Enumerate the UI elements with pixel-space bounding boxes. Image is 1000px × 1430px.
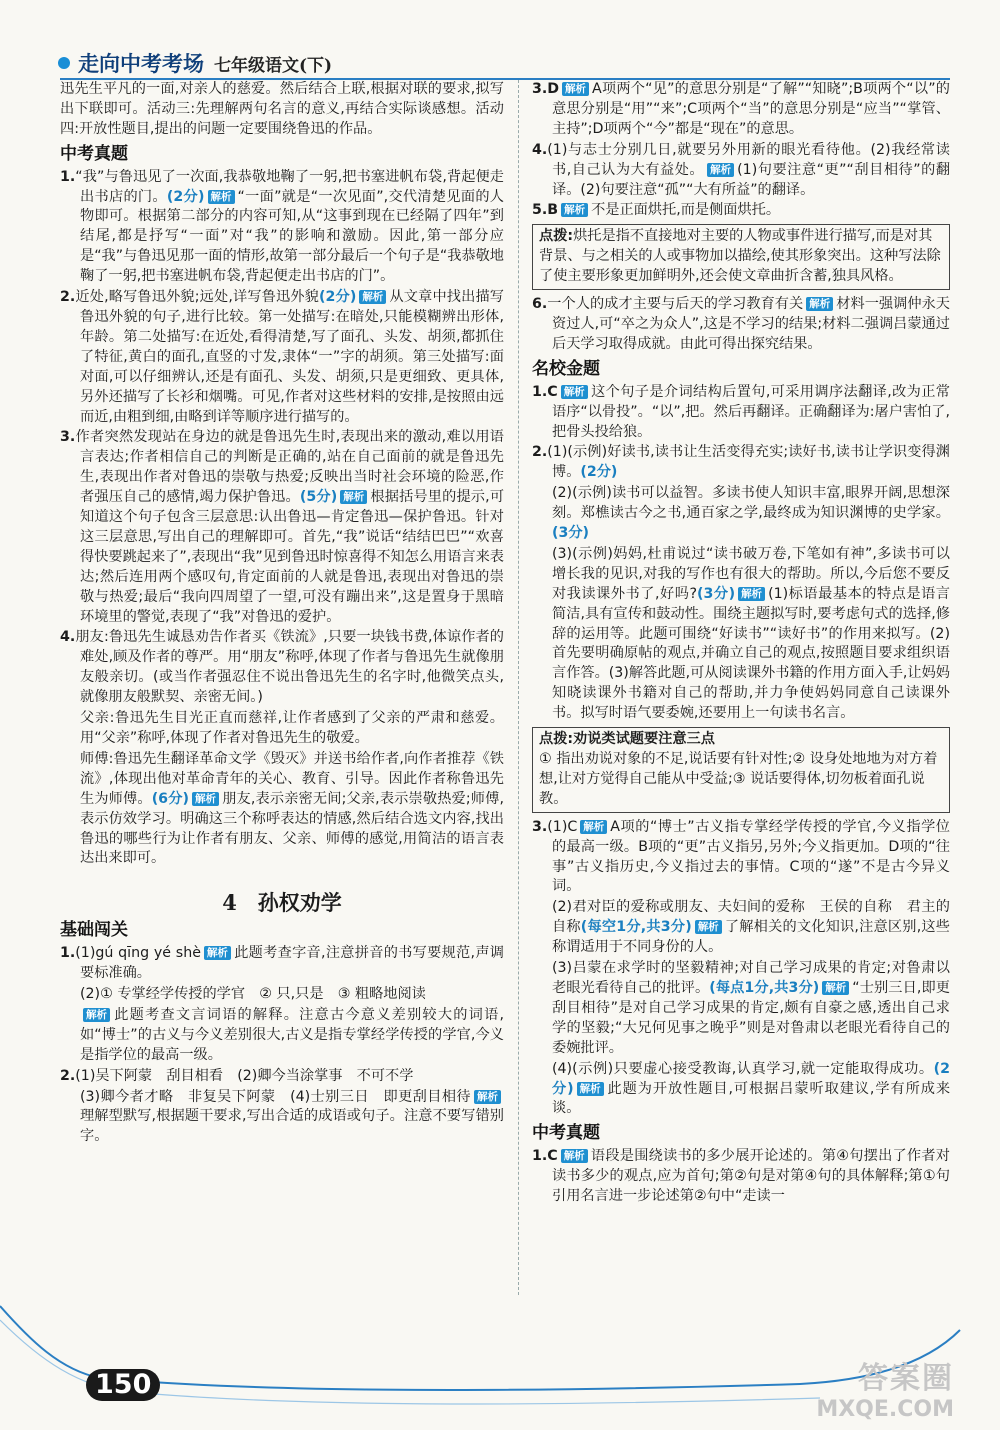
answer-item: 1.C 解析 这个句子是介词结构后置句,可采用调序法翻译,改为正常语序“以骨投”。“以”,把。然后再翻译。正确翻译为:屠户害怕了,把骨头投给狼。 <box>532 383 950 440</box>
answer-item: 2.(1)(示例)好读书,读书让生活变得充实;读好书,读书让学识变得渊博。(2分) <box>532 444 950 481</box>
explain-tag-icon: 解析 <box>806 297 833 311</box>
tip-box <box>532 224 950 290</box>
page-number: 150 <box>86 1369 160 1401</box>
watermark-logo: 答案圈 <box>858 1361 954 1396</box>
watermark <box>816 1353 954 1422</box>
answer-item: 3.D 解析 A项两个“见”的意思分别是“了解”“知晓”;B项两个“以”的意思分别是“用”“来”;C项两个“当”的意思分别是“应当”“掌管、主持”;D项两个“今”都是“现在”的意思。 <box>532 81 950 137</box>
explain-tag-icon: 解析 <box>192 792 219 806</box>
answer-item: 3.(1)C 解析 A项的“博士”古义指专掌经学传授的学官,今义指学位的最高一级。B项的“更”古义指另,另外;今义指更加。D项的“往事”古义指历史,今义指过去的事情。C项的“遂”不是古今异义词。 <box>532 818 950 895</box>
answer-item: 1.C 解析 语段是围绕读书的多少展开论述的。第④句摆出了作者对读书多少的观点,应为首句;第②句是对第④句的具体解释;第①句引用名言进一步论述第②句中“走读一 <box>532 1148 950 1205</box>
answer-item-continued: (2)(示例)读书可以益智。多读书使人知识丰富,眼界开阔,思想深刻。郑樵读古今之书,通百家之学,最终成为知识渊博的史学家。(3分) <box>552 485 950 542</box>
answer-item: 4.朋友:鲁迅先生诚恳劝告作者买《铁流》,只要一块钱书费,体谅作者的难处,顾及作者的尊严。用“朋友”称呼,体现了作者与鲁迅先生就像朋友般亲切。(或当作者强忍住不说出鲁迅先生的名字时,他微笑点头,就像朋友般默契、亲密无间。) <box>60 629 504 706</box>
answer-item-continued: (4)(示例)只要虚心接受教诲,认真学习,就一定能取得成功。(2分) 解析 此题为开放性题目,可根据吕蒙听取建议,学有所成来谈。 <box>552 1060 951 1117</box>
left-column <box>60 80 504 1148</box>
tip-text: 烘托是指不直接地对主要的人物或事件进行描写,而是对其背景、与之相关的人或事物加以描绘,使其形象突出。这种写法除了使主要形象更加鲜明外,还会使文章曲折含蓄,独具风格。 <box>539 228 941 285</box>
answer-item-continued: 师傅:鲁迅先生翻译革命文学《毁灭》并送书给作者,向作者推荐《铁流》,体现出他对革命青年的关心、教育、引导。因此作者称鲁迅先生为师傅。(6分) 解析 朋友,表示亲密无间;父亲,表示崇敬热爱;师傅,表示仿效学习。明确这三个称呼表达的情感,然后结合选文内容,找出鲁迅的哪些行为让作者有朋友、父亲、师傅的感觉,用简洁的语言表达出来即可。 <box>80 750 504 867</box>
explain-tag-icon: 解析 <box>695 920 722 934</box>
watermark-url: MXQE.COM <box>816 1397 954 1422</box>
section-heading: 中考真题 <box>60 143 128 164</box>
grade-subject: 七年级语文(下) <box>214 55 333 76</box>
intro-paragraph: 迅先生平凡的一面,对亲人的慈爱。然后结合上联,根据对联的要求,拟写出下联即可。活动三:先理解两句名言的意义,再结合实际谈感想。活动四:开放性题目,提出的问题一定要围绕鲁迅的作品。 <box>60 81 504 137</box>
explain-tag-icon: 解析 <box>561 385 588 399</box>
explain-tag-icon: 解析 <box>561 203 588 217</box>
answer-item: 4.(1)与志士分别几日,就要另外用新的眼光看待他。(2)我经常读书,自己认为大有益处。 解析 (1)句要注意“更”“刮目相待”的翻译。(2)句要注意“孤”“大有所益”的翻译。 <box>532 141 951 198</box>
answer-item: 2.(1)吴下阿蒙 刮目相看 (2)卿今当涂掌事 不可不学 <box>60 1067 414 1084</box>
book-title: 走向中考考场 <box>78 51 204 76</box>
answer-item-continued: (3)卿今者才略 非复吴下阿蒙 (4)士别三日 即更刮目相待 解析理解型默写,根据题干要求,写出合适的成语或句子。注意不要写错别字。 <box>80 1088 504 1145</box>
explain-tag-icon: 解析 <box>204 946 231 960</box>
answer-item: 2.近处,略写鲁迅外貌;远处,详写鲁迅外貌(2分) 解析 从文章中找出描写鲁迅外貌的句子,进行比较。第一处描写:在暗处,只能模糊辨出形体,年龄。第二处描写:在近处,看得清楚,写了面孔、头发、胡须,都抓住了特征,黄白的面孔,直竖的寸发,隶体“一”字的胡须。第三处描写:面对面,可以仔细辨认,还是有面孔、头发、胡须,只是更细致、更具体,另外还描写了长衫和烟嘴。可见,作者对这些材料的安排,是按照由远而近,由粗到细,由略到详等顺序进行描写的。 <box>60 289 504 425</box>
answer-item: 6.一个人的成才主要与后天的学习教育有关 解析 材料一强调仲永天资过人,可“卒之为众人”,这是不学习的结果;材料二强调吕蒙通过后天学习取得成就。由此可得出探究结果。 <box>532 296 950 352</box>
answer-item: 5.B 解析 不是正面烘托,而是侧面烘托。 <box>532 202 781 219</box>
answer-item: 3.作者突然发现站在身边的就是鲁迅先生时,表现出来的激动,难以用语言表达;作者相信自己的判断是正确的,站在自己面前的就是鲁迅先生,表现出作者对鲁迅的崇敬与热爱;反映出当时社会环境的险恶,作者强压自己的感情,竭力保护鲁迅。(5分) 解析 根据括号里的提示,可知道这个句子包含三层意思:认出鲁迅—肯定鲁迅—保护鲁迅。针对这三层意思,写出自己的理解即可。首先,“我”说话“结结巴巴”“欢喜得快要跳起来了”,表现出“我”见到鲁迅时惊喜得不知怎么用语言来表达;然后连用两个感叹句,肯定面前的人就是鲁迅,表现出对鲁迅的崇敬与热爱;最后“我向四周望了一望,可没有蹦出来”,这是置身于黑暗环境里的警觉,表现了“我”对鲁迅的爱护。 <box>60 429 505 625</box>
answer-item-continued: (3)吕蒙在求学时的坚毅精神;对自己学习成果的肯定;对鲁肃以老眼光看待自己的批评。(每点1分,共3分) 解析 “士别三日,即更刮目相待”是对自己学习成果的肯定,颇有自豪之感,透出自己求学的坚毅;“大兄何见事之晚乎”则是对鲁肃以老眼光看待自己的委婉批评。 <box>552 960 950 1056</box>
tip-text: ① 指出劝说对象的不足,说话要有针对性;② 设身处地地为对方着想,让对方觉得自己能从中受益;③ 说话要得体,切勿板着面孔说教。 <box>539 751 938 807</box>
explain-tag-icon: 解析 <box>340 490 367 504</box>
tip-heading: 点拨:劝说类试题要注意三点 <box>539 731 715 748</box>
answer-item-continued: (2)君对臣的爱称或朋友、夫妇间的爱称 王侯的自称 君主的自称(每空1分,共3分) 解析 了解相关的文化知识,注意区别,这些称谓适用于不同身份的人。 <box>552 899 950 956</box>
explain-tag-icon: 解析 <box>359 290 386 304</box>
lesson-title: 4 孙权劝学 <box>222 890 342 916</box>
section-heading: 中考真题 <box>532 1123 600 1144</box>
answer-item: 1.“我”与鲁迅见了一次面,我恭敬地鞠了一躬,把书塞进帆布袋,背起便走出书店的门。(2分) 解析 “一面”就是“一次见面”,交代清楚见面的人物即可。根据第二部分的内容可知,从“这事到现在已经隔了四年”到结尾,都是抒写“一面”对“我”的影响和激励。因此,第一部分应是“我”与鲁迅见那一面的情形,故第一部分最后一个句子是“我恭敬地鞠了一躬,把书塞进帆布袋,背起便走出书店的门”。 <box>60 168 504 285</box>
explain-tag-icon: 解析 <box>562 82 589 96</box>
explain-tag-icon: 解析 <box>561 1149 588 1163</box>
answer-item: 1.(1)gú qīng yé shè 解析 此题考查字音,注意拼音的书写要规范,声调要标准确。 <box>60 945 504 982</box>
answer-item-continued: 解析 此题考查文言词语的解释。注意古今意义差别较大的词语,如“博士”的古义与今义差别很大,古义是指专掌经学传授的学官,今义是指学位的最高一级。 <box>80 1006 504 1063</box>
section-heading: 基础闯关 <box>60 920 128 941</box>
section-heading: 名校金题 <box>532 358 600 379</box>
right-column <box>532 80 950 1208</box>
explain-tag-icon: 解析 <box>83 1008 110 1022</box>
answer-item-continued: 父亲:鲁迅先生目光正直而慈祥,让作者感到了父亲的严肃和慈爱。用“父亲”称呼,体现了作者对鲁迅先生的敬爱。 <box>80 710 504 746</box>
explain-tag-icon: 解析 <box>577 1082 604 1096</box>
answer-item-continued: (3)(示例)妈妈,杜甫说过“读书破万卷,下笔如有神”,多读书可以增长我的见识,对我的写作也有很大的帮助。所以,今后您不要反对我读课外书了,好吗?(3分) 解析 (1)标语最基本的特点是语言简洁,具有宣传和鼓动性。围绕主题拟写时,要考虑句式的选择,修辞的运用等。此题可围绕“好读书”“读好书”的作用来拟写。(2)首先要明确原帖的观点,并确立自己的观点,按照题目要求组织语言作答。(3)解答此题,可从阅读课外书籍的作用方面入手,让妈妈知晓读课外书籍对自己的帮助,并力争使妈妈同意自己读课外书。拟写时语气要委婉,还要用上一句读书名言。 <box>552 545 950 722</box>
explain-tag-icon: 解析 <box>474 1090 501 1104</box>
explain-tag-icon: 解析 <box>580 820 607 834</box>
answer-item-continued: (2)① 专掌经学传授的学官 ② 只,只是 ③ 粗略地阅读 <box>80 985 426 1002</box>
header-bullet-icon <box>58 57 70 69</box>
explain-tag-icon: 解析 <box>208 190 235 204</box>
explain-tag-icon: 解析 <box>738 587 765 601</box>
column-divider <box>518 80 519 1295</box>
running-header <box>58 48 953 78</box>
tip-box <box>532 727 950 813</box>
explain-tag-icon: 解析 <box>822 981 849 995</box>
explain-tag-icon: 解析 <box>707 163 734 177</box>
tip-heading: 点拨: <box>539 228 574 245</box>
